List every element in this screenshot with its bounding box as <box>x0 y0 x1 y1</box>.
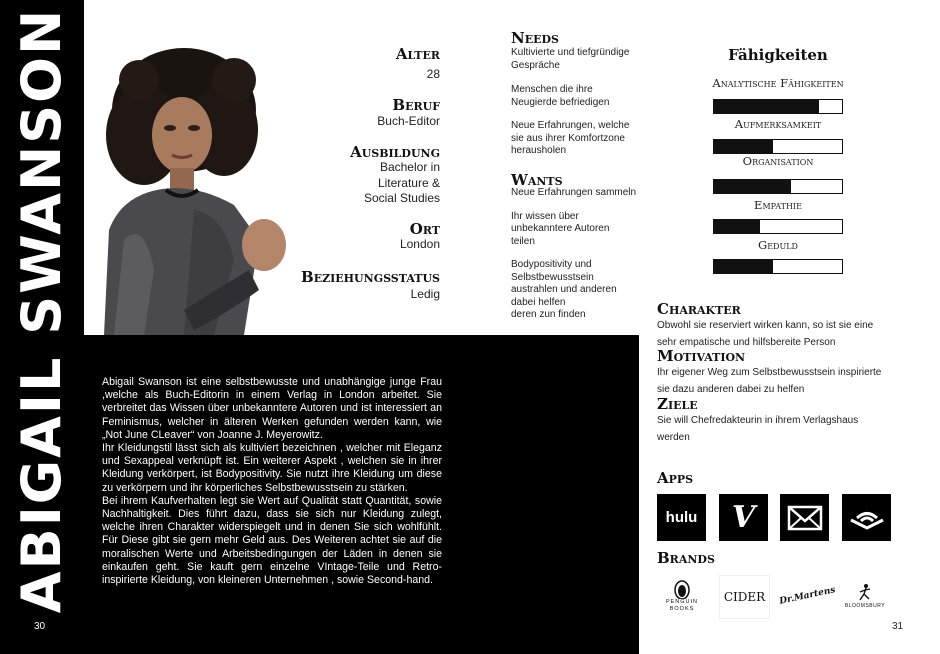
skill-label: Geduld <box>758 238 798 252</box>
audible-icon <box>849 506 885 530</box>
motivation-text <box>657 364 881 398</box>
fact-value-ort: London <box>399 237 440 251</box>
skill-bar <box>713 179 843 194</box>
skill-bar <box>713 219 843 234</box>
brands-title: Brands <box>657 549 715 567</box>
v-app-icon[interactable] <box>719 494 768 541</box>
penguin-logo <box>673 579 691 599</box>
bloomsbury-label: BLOOMSBURY <box>844 603 886 609</box>
penguin-label: BOOKS <box>669 606 695 612</box>
fact-label-alter: Alter <box>395 45 440 63</box>
wants-item: Ihr wissen über unbekanntere Autoren teilen <box>511 210 610 247</box>
bio-text <box>102 376 442 587</box>
fact-value-ausbildung <box>364 160 440 207</box>
needs-item: Menschen die ihre Neugierde befriedigen <box>511 84 610 108</box>
needs-item: Neue Erfahrungen, welche sie aus ihrer Komfortzone herausholen <box>511 120 630 156</box>
wants-item: Neue Erfahrungen sammeln <box>511 187 637 198</box>
portrait-photo <box>84 40 304 335</box>
skill-bar-fill <box>714 140 773 153</box>
skill-bar <box>713 259 843 274</box>
motivation-line: Ihr eigener Weg zum Selbstbewusstsein inspirierte <box>657 367 882 378</box>
persona-name-vertical <box>0 0 86 620</box>
skill-label: Empathie <box>754 198 802 212</box>
skill-bar <box>713 139 843 154</box>
persona-name: ABIGAIL SWANSON <box>10 7 74 613</box>
penguin-books-brand <box>657 575 707 617</box>
page-number-right: 31 <box>892 621 904 632</box>
hulu-app-icon[interactable] <box>657 494 706 541</box>
wants-title: Wants <box>511 171 563 189</box>
v-logo: V <box>731 500 756 535</box>
needs-list <box>511 47 641 158</box>
charakter-line: sehr empatische und hilfsbereite Person <box>657 337 836 348</box>
cider-logo: CIDER <box>723 590 766 604</box>
ausbildung-line: Social Studies <box>363 191 440 205</box>
skill-bar <box>713 99 843 114</box>
motivation-title: Motivation <box>657 347 746 365</box>
skill-bar-fill <box>714 220 760 233</box>
bloomsbury-logo <box>857 583 873 601</box>
dr-martens-brand <box>778 575 836 617</box>
ziele-text <box>657 412 858 446</box>
cider-brand <box>719 575 770 619</box>
wants-list <box>511 187 641 322</box>
hulu-logo: hulu <box>665 509 698 526</box>
skill-bar-fill <box>714 260 773 273</box>
bio-paragraph: Bei ihrem Kaufverhalten legt sie Wert auf Qualität statt Quantität, sowie Nachhaltigkeit. Dies führt dazu, dass sie sich nur Kleidung zulegt, welche ihren Charakter widerspiegelt und in denen Sie sich wohlfühlt. Für Diese gibt sie gern mehr Geld aus. Des Weiteren achtet sie auf die moralischen Werte und Arbeitsbedingungen der Läden in denen sie einkaufen geht. Sie kauft gern einzelne VIntage-Teile und Retro-inspirierte Kleidung, von kleineren Unternehmen , sowie Second-hand. <box>102 494 442 587</box>
motivation-line: sie dazu anderen dabei zu helfen <box>657 384 805 395</box>
ziele-title: Ziele <box>657 395 698 413</box>
bio-paragraph: Ihr Kleidungstil lässt sich als kultiviert bezeichnen , welcher mit Eleganz und Sexappeal verknüpft ist. Ein weiterer Aspekt , welchen sie in ihrer Kleidung verkörpert, ist Bodypositivity. Sie nutzt ihre Kleidung um diese zu verkörpern und ihr körperliches Selbstbewusstsein zu stärken. <box>102 442 442 494</box>
wants-item: Bodypositivity und Selbstbewusstsein austrahlen und anderen dabei helfen deren zun finden <box>511 259 617 320</box>
skill-bar-fill <box>714 180 791 193</box>
charakter-line: Obwohl sie reserviert wirken kann, so ist sie eine <box>657 320 874 331</box>
ziele-line: Sie will Chefredakteurin in ihrem Verlagshaus <box>657 415 859 426</box>
dr-martens-logo: Dr.Martens <box>778 585 836 607</box>
skill-label: Organisation <box>742 154 814 168</box>
fact-label-ort: Ort <box>409 220 440 238</box>
charakter-title: Charakter <box>657 300 741 318</box>
fact-label-ausbildung: Ausbildung <box>350 143 440 161</box>
skill-label: Aufmerksamkeit <box>734 117 822 131</box>
skills-title: Fähigkeiten <box>728 46 828 64</box>
ausbildung-line: Literature & <box>377 175 440 190</box>
audible-app-icon[interactable] <box>842 494 891 541</box>
page-number-left: 30 <box>34 621 46 632</box>
needs-title: Needs <box>511 29 559 47</box>
charakter-text <box>657 317 873 351</box>
skill-bar-fill <box>714 100 819 113</box>
bloomsbury-brand <box>840 575 890 617</box>
fact-value-beruf: Buch-Editor <box>377 114 440 128</box>
fact-value-alter: 28 <box>426 67 440 81</box>
apps-title: Apps <box>657 469 694 487</box>
needs-item: Kultivierte und tiefgründige Gespräche <box>511 47 630 71</box>
ausbildung-line: Bachelor in <box>379 160 440 174</box>
fact-value-beziehungsstatus: Ledig <box>410 287 440 301</box>
fact-label-beziehungsstatus: Beziehungsstatus <box>301 268 440 286</box>
penguin-label: PENGUIN <box>665 599 699 605</box>
fact-label-beruf: Beruf <box>392 96 440 114</box>
ziele-line: werden <box>657 432 690 443</box>
skill-label: Analytische Fähigkeiten <box>712 76 844 90</box>
bio-paragraph: Abigail Swanson ist eine selbstbewusste und unabhängige junge Frau ,welche als Buch-Editorin in einem Verlag in London arbeitet. Sie verbreitet das Wissen über unbekanntere Autoren und ist interessiert an Feminismus, welcher in älteren Werken gefunden werden kann, wie „Not June CLeaver“ von Joanne J. Meyerowitz. <box>102 376 442 441</box>
mail-app-icon[interactable] <box>780 494 829 541</box>
envelope-icon <box>787 504 823 532</box>
